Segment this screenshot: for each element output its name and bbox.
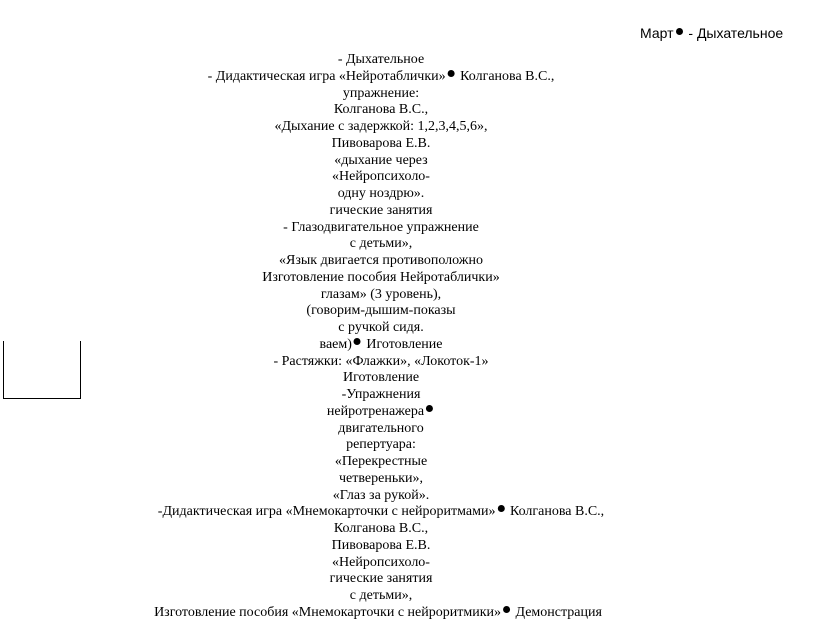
bullet-icon (426, 405, 433, 412)
empty-table-cell (3, 341, 81, 399)
text-line: -Дидактическая игра «Мнемокарточки с нейроритмами» Колганова В.С., (157, 504, 605, 519)
text-line: - Растяжки: «Флажки», «Локоток-1» (273, 354, 489, 369)
text-line: с детьми», (349, 236, 413, 251)
topic-label: - Дыхательное (688, 25, 784, 41)
text-line: одну ноздрю». (337, 186, 425, 201)
text-line: упражнение: (342, 86, 420, 101)
bullet-icon (676, 28, 683, 35)
text-line: с ручкой сидя. (338, 320, 424, 335)
text-line: (говорим-дышим-показы (306, 303, 456, 318)
text-line: с детьми», (349, 588, 413, 603)
text-line: Пивоварова Е.В. (331, 136, 431, 151)
text-line: нейротренажера (327, 405, 435, 419)
bullet-icon (497, 505, 504, 512)
bullet-icon (354, 338, 361, 345)
text-line: ваем) Иготовление (319, 337, 443, 352)
text-line: Колганова В.С., (333, 521, 429, 536)
text-line: гические занятия (329, 203, 433, 218)
text-line: - Глазодвигательное упражнение (283, 220, 479, 235)
text-line: «Глаз за рукой». (332, 488, 430, 503)
month-label: Март (640, 25, 674, 41)
text-line: «дыхание через (334, 153, 428, 168)
bullet-icon (448, 70, 455, 77)
text-line: глазам» (3 уровень), (320, 287, 442, 302)
text-line: -Упражнения (341, 387, 421, 402)
text-line: Изготовление пособия «Мнемокарточки с нейроритмики» Демонстрация (154, 605, 602, 620)
text-line: «Перекрестные (334, 454, 428, 469)
text-line: Колганова В.С., (333, 102, 429, 117)
text-line: гические занятия (329, 571, 433, 586)
text-line: двигательного (338, 421, 424, 436)
text-line: Изготовление пособия Нейротаблички» (262, 270, 500, 285)
text-line: Иготовление (342, 370, 420, 385)
text-line: четвереньки», (339, 471, 423, 486)
text-line: «Дыхание с задержкой: 1,2,3,4,5,6», (274, 119, 488, 134)
header-line (640, 25, 783, 41)
text-line: - Дидактическая игра «Нейротаблички» Колганова В.С., (207, 69, 555, 84)
text-line: «Язык двигается противоположно (279, 253, 483, 268)
text-line: «Нейропсихоло- (332, 169, 430, 184)
text-line: Пивоварова Е.В. (331, 538, 431, 553)
bullet-icon (503, 606, 510, 613)
text-line: репертуара: (346, 437, 416, 452)
text-line: «Нейропсихоло- (332, 555, 430, 570)
text-line: - Дыхательное (337, 52, 425, 67)
